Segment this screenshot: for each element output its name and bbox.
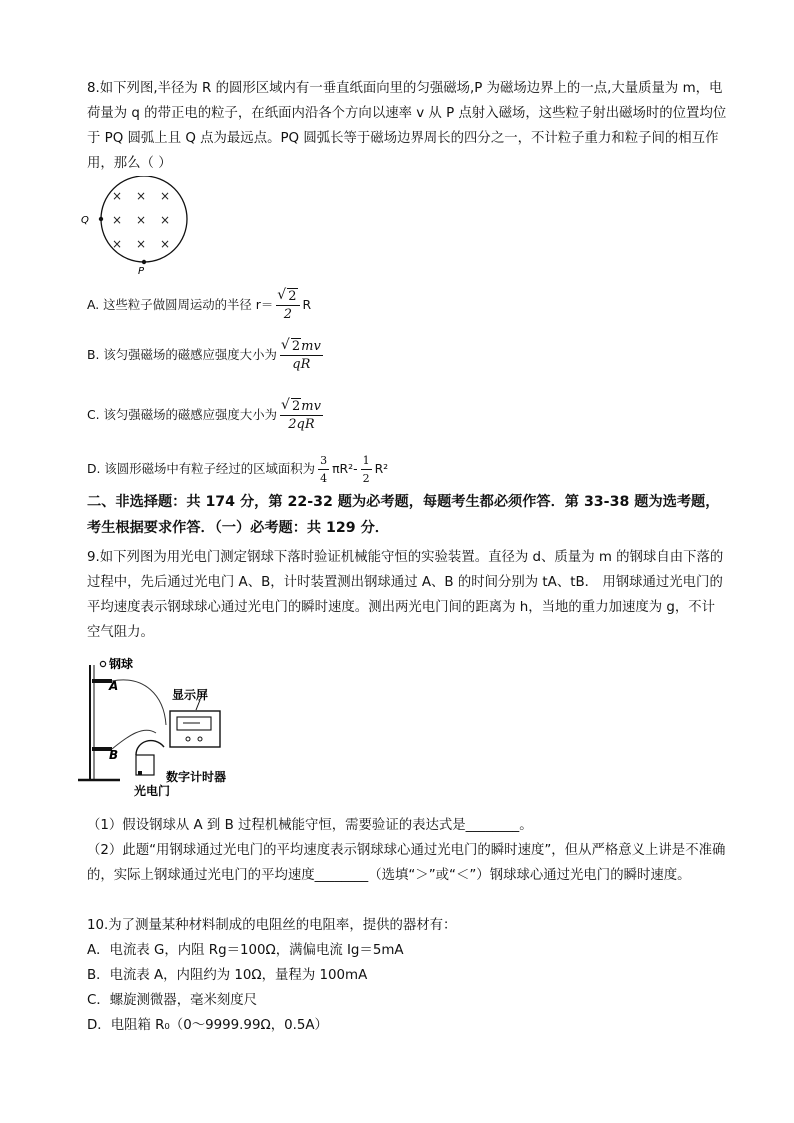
label-timer: 数字计时器 bbox=[166, 770, 227, 784]
question-10-intro: 10.为了测量某种材料制成的电阻丝的电阻率，提供的器材有： bbox=[87, 918, 457, 933]
point-p bbox=[142, 260, 146, 264]
section-2-heading: 二、非选择题：共 174 分，第 22-32 题为必考题，每题考生都必须作答．第 33-38 题为选考题，考生根据要求作答．（一）必考题：共 129 分． bbox=[87, 494, 720, 536]
photogate-apparatus-figure bbox=[74, 655, 254, 803]
svg-text:×: × bbox=[112, 189, 123, 203]
option-c: C. 该匀强磁场的磁感应强度大小为 √ $\frac{2mv}{2qR}$ bbox=[87, 398, 326, 433]
option-a: A. 这些粒子做圆周运动的半径 r＝ √ $\frac{2}{2}$ R bbox=[87, 288, 311, 323]
question-9-text: 9.如下列图为用光电门测定钢球下落时验证机械能守恒的实验装置。直径为 d、质量为 m 的钢球自由下落的过程中，先后通过光电门 A、B，计时装置测出钢球通过 A、B 的时间分别为 tA、tB． 用钢球通过光电门的平均速度表示钢球球心通过光电门的瞬时速度。测出两光电门间的距离为 h，当地的重力加速度为 g，不计空气阻力。 bbox=[87, 550, 724, 640]
question-9-part-1: （1）假设钢球从 A 到 B 过程机械能守恒，需要验证的表达式是________。 bbox=[87, 818, 533, 833]
question-8-text: 8.如下列图,半径为 R 的圆形区域内有一垂直纸面向里的匀强磁场,P 为磁场边界上的一点,大量质量为 m，电荷量为 q 的带正电的粒子，在纸面内沿各个方向以速率 v 从 P 点射入磁场，这些粒子射出磁场时的位置均位于 PQ 圆弧上且 Q 点为最远点。PQ 圆弧长等于磁场边界周长的四分之一，不计粒子重力和粒子间的相互作用，那么（ ） bbox=[87, 81, 727, 171]
svg-text:×: × bbox=[160, 189, 171, 203]
label-screen: 显示屏 bbox=[172, 688, 209, 702]
option-b: B. 该匀强磁场的磁感应强度大小为 √ $\frac{2mv}{qR}$ bbox=[87, 338, 326, 373]
steel-ball bbox=[100, 661, 105, 666]
label-ball: 钢球 bbox=[109, 657, 134, 671]
equipment-item-d: D．电阻箱 R₀（0～9999.99Ω，0.5A） bbox=[87, 1018, 328, 1033]
label-gate-a: A bbox=[109, 679, 119, 693]
svg-text:×: × bbox=[112, 213, 123, 227]
point-q bbox=[99, 217, 103, 221]
svg-text:×: × bbox=[160, 237, 171, 251]
label-q: Q bbox=[81, 215, 89, 226]
equipment-item-a: A．电流表 G，内阻 Rg＝100Ω，满偏电流 Ig＝5mA bbox=[87, 943, 404, 958]
question-9-part-2: （2）此题“用钢球通过光电门的平均速度表示钢球球心通过光电门的瞬时速度”，但从严格意义上讲是不准确的，实际上钢球通过光电门的平均速度________（选填“＞”或“＜”）钢球球心通过光电门的瞬时速度。 bbox=[87, 843, 726, 883]
option-d: D. 该圆形磁场中有粒子经过的区域面积为 $\frac{3}{4}$ πR²- $\frac{1}{2}$ R² bbox=[87, 454, 389, 485]
magnetic-field-circle-figure bbox=[78, 176, 200, 276]
equipment-item-c: C．螺旋测微器，毫米刻度尺 bbox=[87, 993, 258, 1008]
svg-text:×: × bbox=[136, 189, 147, 203]
svg-text:×: × bbox=[136, 237, 147, 251]
svg-text:×: × bbox=[112, 237, 123, 251]
label-p: P bbox=[138, 266, 145, 276]
label-gate-b: B bbox=[109, 748, 119, 762]
equipment-item-b: B．电流表 A，内阻约为 10Ω，量程为 100mA bbox=[87, 968, 368, 983]
svg-text:×: × bbox=[160, 213, 171, 227]
field-marks bbox=[112, 189, 170, 251]
label-photogate: 光电门 bbox=[134, 784, 171, 798]
svg-text:×: × bbox=[136, 213, 147, 227]
